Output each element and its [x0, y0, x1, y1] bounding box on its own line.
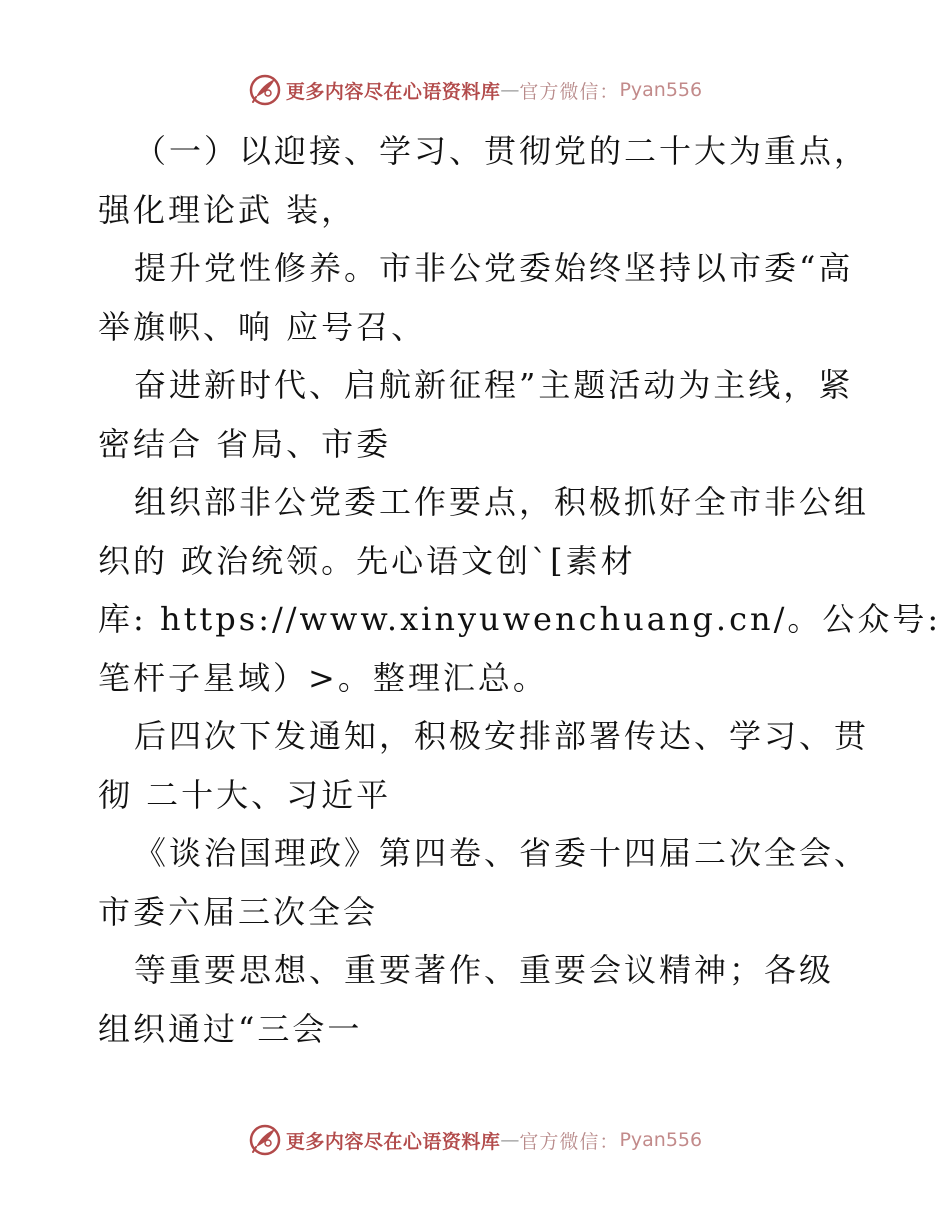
watermark-wechat-label: 官方微信：	[519, 80, 620, 103]
body-line: 彻 二十大、习近平	[98, 775, 392, 814]
quill-circle-logo-icon	[248, 1123, 282, 1157]
watermark-title: 更多内容尽在心语资料库	[285, 80, 501, 103]
body-line: 等重要思想、重要著作、重要会议精神；各级	[134, 951, 835, 989]
body-line: 组织通过“三会一	[98, 1009, 363, 1048]
body-line: 提升党性修养。市非公党委始终坚持以市委“高	[134, 249, 854, 287]
body-line: 举旗帜、响 应号召、	[98, 307, 427, 346]
body-line: 密结合 省局、市委	[98, 424, 392, 463]
body-line: 奋进新时代、启航新征程”主题活动为主线，紧	[134, 366, 854, 404]
watermark-separator: —	[500, 1129, 520, 1151]
body-line: 库: https://www.xinyuwenchuang.cn/。公众号:	[98, 600, 942, 638]
watermark-title: 更多内容尽在心语资料库	[285, 1130, 501, 1153]
body-line: 《谈治国理政》第四卷、省委十四届二次全会、	[134, 834, 870, 872]
body-line: 强化理论武 装，	[98, 190, 357, 229]
watermark-wechat-id: Pyan556	[619, 1129, 703, 1151]
document-body	[98, 122, 942, 1058]
footer-watermark	[0, 1120, 950, 1160]
watermark-separator: —	[500, 79, 520, 101]
header-watermark	[0, 70, 950, 110]
body-line: 市委六届三次全会	[98, 892, 379, 931]
body-line: 组织部非公党委工作要点，积极抓好全市非公组	[134, 483, 870, 521]
watermark-wechat-id: Pyan556	[619, 79, 703, 101]
body-line: 笔杆子星域）>。整理汇总。	[98, 658, 548, 697]
body-line: 织的 政治统领。先心语文创`[素材	[98, 541, 636, 580]
quill-circle-logo-icon	[248, 73, 282, 107]
watermark-wechat-label: 官方微信：	[519, 1130, 620, 1153]
body-line: （一）以迎接、学习、贯彻党的二十大为重点，	[134, 132, 870, 170]
body-line: 后四次下发通知，积极安排部署传达、学习、贯	[134, 717, 870, 755]
